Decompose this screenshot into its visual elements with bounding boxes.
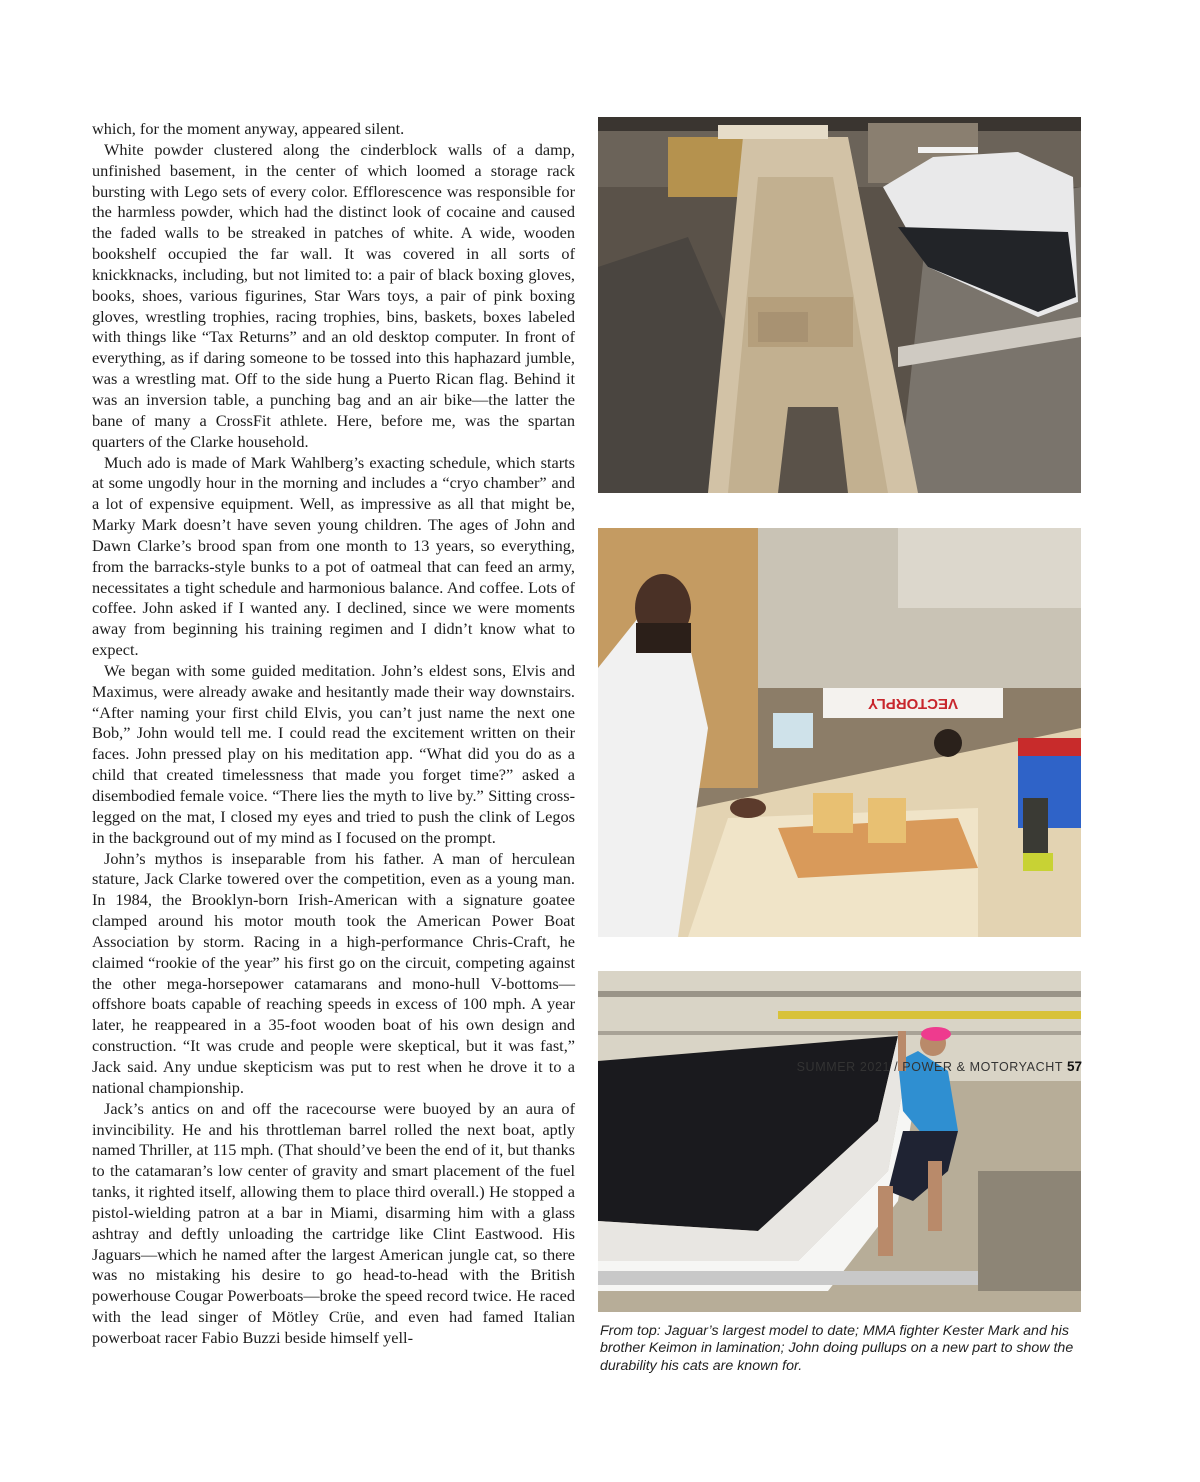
pullups-illustration — [598, 971, 1081, 1312]
publication-name: POWER & MOTORYACHT — [902, 1060, 1063, 1074]
photo-caption: From top: Jaguar’s largest model to date; MMA fighter Kester Mark and his brother Keimon in lamination; John doing pullups on a new part to show the durability his cats are known for. — [600, 1323, 1074, 1374]
page-footer — [740, 1059, 1082, 1074]
article-paragraph: John’s mythos is inseparable from his father. A man of herculean stature, Jack Clarke towered over the competition, even as a young man. In 1984, the Brooklyn-born Irish-American with a signature goatee clamped around his motor mouth took the American Power Boat Association by storm. Racing in a high-performance Chris-Craft, he claimed “rookie of the year” his first go on the circuit, competing against the other mega-horsepower catamarans and mono-hull V-bottoms—offshore boats capable of reaching speeds in excess of 100 mph. A year later, he reappeared in a 35-foot wooden boat of his own design and construction. “It was crude and people were skeptical, but it was fast,” Jack said. Any undue skepticism was put to rest when he drove it to a national championship. — [92, 848, 575, 1097]
photo-lamination-workshop — [598, 528, 1081, 937]
vectorply-sign-text: VECTORPLY — [867, 695, 959, 712]
article-paragraph: Jack’s antics on and off the racecourse were buoyed by an aura of invincibility. He and his throttleman barrel rolled the next boat, aptly named Thriller, at 115 mph. (That should’ve been the end of it, but thanks to the catamaran’s low center of gravity and smart placement of the fuel tanks, it righted itself, allowing them to place third overall.) He stopped a pistol-wielding patron at a bar in Miami, disarming him with a glass ashtray and deftly unloading the cartridge like Clint Eastwood. His Jaguars—which he named after the largest American jungle cat, so there was no mistaking his desire to go head-to-head with the British powerhouse Cougar Powerboats—broke the speed record twice. He raced with the lead singer of Mötley Crüe, and even had famed Italian powerboat racer Fabio Buzzi beside himself yell- — [92, 1098, 575, 1347]
article-paragraph: Much ado is made of Mark Wahlberg’s exacting schedule, which starts at some ungodly hour in the morning and includes a “cryo chamber” and a lot of expensive equipment. Well, as impressive as all that might be, Marky Mark doesn’t have seven young children. The ages of John and Dawn Clarke’s brood span from one month to 13 years, so everything, from the barracks-style bunks to a pot of oatmeal that can feed an army, necessitates a tight schedule and harmonious balance. And coffee. Lots of coffee. John asked if I wanted any. I declined, since we were moments away from beginning his training regimen and I didn’t know what to expect. — [92, 452, 575, 660]
photo-boat-hull-factory — [598, 117, 1081, 493]
article-body — [92, 119, 575, 1349]
workshop-illustration — [598, 528, 1081, 937]
page-number: 57 — [1066, 1059, 1082, 1074]
photo-pullups-on-hull — [598, 971, 1081, 1312]
article-paragraph: which, for the moment anyway, appeared silent. — [92, 119, 405, 138]
boat-hull-illustration — [598, 117, 1081, 493]
article-paragraph: We began with some guided meditation. John’s eldest sons, Elvis and Maximus, were already awake and hesitantly made their way downstairs. “After naming your first child Elvis, you can’t just name the next one Bob,” John would tell me. I could read the excitement written on their faces. John pressed play on his meditation app. “What did you do as a child that created timelessness that made you forget time?” asked a disembodied female voice. “There lies the myth to live by.” Sitting cross-legged on the mat, I closed my eyes and tried to push the clink of Legos in the background out of my mind as I focused on the prompt. — [92, 660, 575, 847]
folio-separator: / — [894, 1060, 899, 1074]
article-paragraph: White powder clustered along the cinderblock walls of a damp, unfinished basement, in the center of which loomed a storage rack bursting with Lego sets of every color. Efflorescence was responsible for the harmless powder, which had the distinct look of cocaine and caused the faded walls to be streaked in patches of white. A wide, wooden bookshelf occupied the far wall. It was covered in all sorts of knickknacks, including, but not limited to: a pair of black boxing gloves, books, shoes, various figurines, Star Wars toys, a pair of pink boxing gloves, wrestling trophies, racing trophies, bins, baskets, boxes labeled with things like “Tax Returns” and an old desktop computer. In front of everything, as if daring someone to be tossed into this haphazard jumble, was a wrestling mat. Off to the side hung a Puerto Rican flag. Behind it was an inversion table, a punching bag and an air bike—the latter the bane of many a CrossFit athlete. Here, before me, was the spartan quarters of the Clarke household. — [92, 139, 575, 451]
issue-label: SUMMER 2021 — [796, 1060, 891, 1074]
